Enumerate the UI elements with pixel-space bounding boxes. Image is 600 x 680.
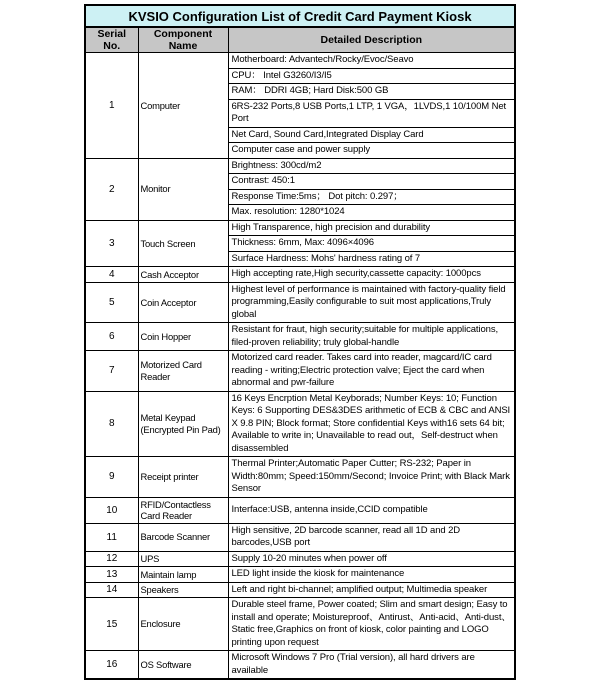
description-cell: Durable steel frame, Power coated; Slim and smart design; Easy to install and operate; Moistureproof、Antirust、Anti-acid、Anti-dust、Static free,Graphics on front of kiosk, color painting and LOGO printing upon request: [228, 598, 515, 651]
description-cell: Contrast: 450:1: [228, 174, 515, 190]
column-header-description: Detailed Description: [228, 27, 515, 53]
description-cell: Microsoft Windows 7 Pro (Trial version), all hard drivers are available: [228, 651, 515, 680]
table-row: [85, 282, 515, 323]
description-cell: High Transparence, high precision and durability: [228, 220, 515, 236]
description-cell: Interface:USB, antenna inside,CCID compatible: [228, 497, 515, 523]
serial-cell: 14: [85, 582, 138, 598]
description-cell: Left and right bi-channel; amplified output; Multimedia speaker: [228, 582, 515, 598]
component-cell: Monitor: [138, 158, 228, 220]
component-cell: Maintain lamp: [138, 567, 228, 583]
component-cell: Coin Hopper: [138, 323, 228, 351]
description-cell: Resistant for fraut, high security;suitable for multiple applications, filed-proven reliability; truly global-handle: [228, 323, 515, 351]
table-title-row: [85, 5, 515, 27]
serial-cell: 3: [85, 220, 138, 267]
component-cell: Coin Acceptor: [138, 282, 228, 323]
serial-cell: 9: [85, 457, 138, 498]
description-cell: Surface Hardness: Mohs' hardness rating of 7: [228, 251, 515, 267]
serial-cell: 5: [85, 282, 138, 323]
description-cell: Computer case and power supply: [228, 143, 515, 159]
table-row: [85, 220, 515, 236]
serial-cell: 10: [85, 497, 138, 523]
component-cell: Metal Keypad (Encrypted Pin Pad): [138, 391, 228, 457]
serial-cell: 13: [85, 567, 138, 583]
table-row: [85, 158, 515, 174]
description-cell: Max. resolution: 1280*1024: [228, 205, 515, 221]
component-cell: Motorized Card Reader: [138, 351, 228, 392]
description-cell: 6RS-232 Ports,8 USB Ports,1 LTP, 1 VGA，1LVDS,1 10/100M Net Port: [228, 99, 515, 127]
table-row: [85, 457, 515, 498]
table-row: [85, 267, 515, 283]
component-cell: Speakers: [138, 582, 228, 598]
serial-cell: 15: [85, 598, 138, 651]
description-cell: Motorized card reader. Takes card into reader, magcard/IC card reading - writing;Electric protection valve; Eject the card when abnormal and pwr-failure: [228, 351, 515, 392]
table-row: [85, 551, 515, 567]
table-row: [85, 53, 515, 69]
description-cell: Net Card, Sound Card,Integrated Display Card: [228, 127, 515, 143]
component-cell: Barcode Scanner: [138, 523, 228, 551]
description-cell: RAM： DDRI 4GB; Hard Disk:500 GB: [228, 84, 515, 100]
description-cell: High accepting rate,High security,cassette capacity: 1000pcs: [228, 267, 515, 283]
description-cell: Brightness: 300cd/m2: [228, 158, 515, 174]
table-row: [85, 351, 515, 392]
component-cell: Cash Acceptor: [138, 267, 228, 283]
component-cell: Computer: [138, 53, 228, 159]
component-cell: Receipt printer: [138, 457, 228, 498]
description-cell: Thickness: 6mm, Max: 4096×4096: [228, 236, 515, 252]
configuration-table: [84, 4, 516, 680]
component-cell: OS Software: [138, 651, 228, 680]
table-row: [85, 523, 515, 551]
table-row: [85, 497, 515, 523]
serial-cell: 8: [85, 391, 138, 457]
serial-cell: 12: [85, 551, 138, 567]
component-cell: RFID/Contactless Card Reader: [138, 497, 228, 523]
table-header-row: [85, 27, 515, 53]
page-title: KVSIO Configuration List of Credit Card Payment Kiosk: [85, 5, 515, 27]
table-row: [85, 567, 515, 583]
serial-cell: 7: [85, 351, 138, 392]
description-cell: Response Time:5ms； Dot pitch: 0.297；: [228, 189, 515, 205]
description-cell: Highest level of performance is maintained with factory-quality field programming,Easily configurable to suit most applications,Truly global: [228, 282, 515, 323]
component-cell: Touch Screen: [138, 220, 228, 267]
table-row: [85, 391, 515, 457]
table-row: [85, 323, 515, 351]
description-cell: Thermal Printer;Automatic Paper Cutter; RS-232; Paper in Width:80mm; Speed:150mm/Second; Invoice Print; with Black Mark Sensor: [228, 457, 515, 498]
serial-cell: 2: [85, 158, 138, 220]
component-cell: UPS: [138, 551, 228, 567]
description-cell: 16 Keys Encrption Metal Keyborads; Number Keys: 10; Function Keys: 6 Supporting DES&3DES arithmetic of ECB & CBC and ANSI X 9.8 PIN; Block format; Store confidential Keys with16 sets 64 bit; Available to write in; Unavailable to read out，Self-destruct when disassembled: [228, 391, 515, 457]
serial-cell: 11: [85, 523, 138, 551]
column-header-component: Component Name: [138, 27, 228, 53]
serial-cell: 4: [85, 267, 138, 283]
description-cell: High sensitive, 2D barcode scanner, read all 1D and 2D barcodes,USB port: [228, 523, 515, 551]
description-cell: CPU： Intel G3260/I3/I5: [228, 68, 515, 84]
serial-cell: 1: [85, 53, 138, 159]
table-row: [85, 582, 515, 598]
table-row: [85, 598, 515, 651]
description-cell: Motherboard: Advantech/Rocky/Evoc/Seavo: [228, 53, 515, 69]
serial-cell: 16: [85, 651, 138, 680]
column-header-serial: Serial No.: [85, 27, 138, 53]
description-cell: LED light inside the kiosk for maintenance: [228, 567, 515, 583]
serial-cell: 6: [85, 323, 138, 351]
description-cell: Supply 10-20 minutes when power off: [228, 551, 515, 567]
component-cell: Enclosure: [138, 598, 228, 651]
table-row: [85, 651, 515, 680]
